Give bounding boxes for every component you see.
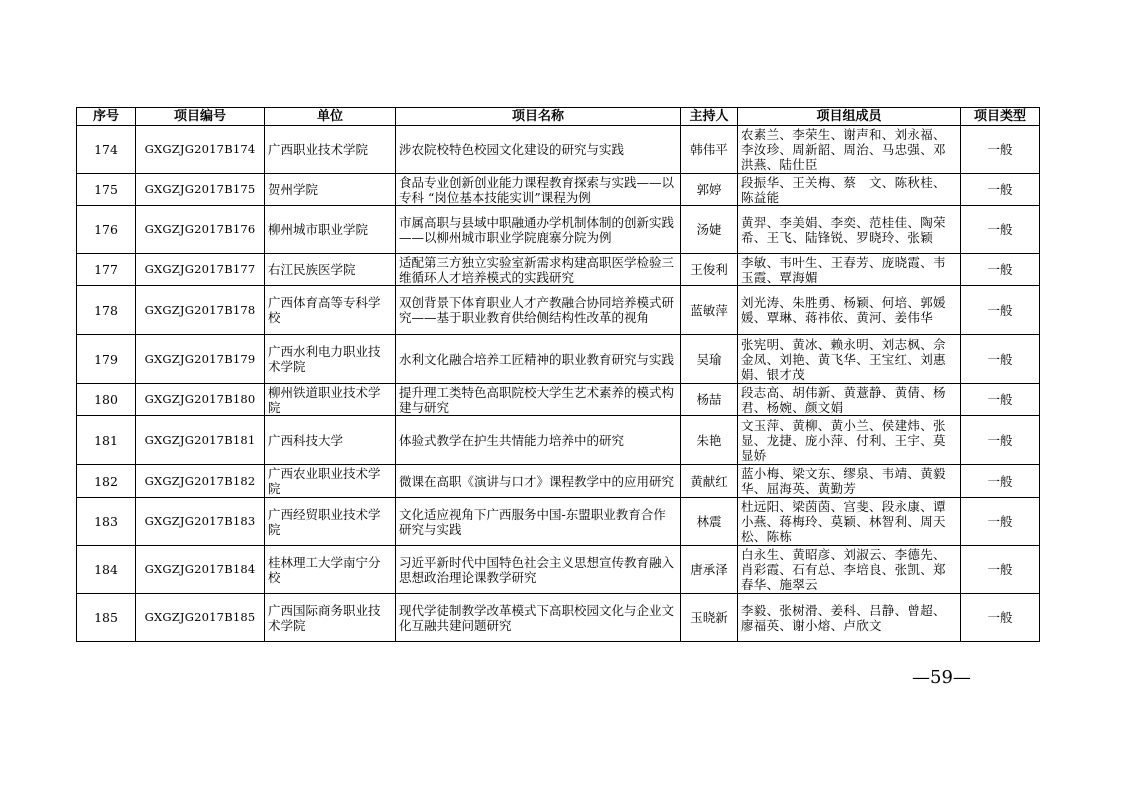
project-table	[76, 107, 1040, 642]
table-row	[77, 206, 1040, 254]
cell-project-type: 一般	[961, 286, 1040, 335]
table-header-row	[77, 108, 1040, 126]
cell-project-type: 一般	[961, 174, 1040, 206]
cell-host: 韩伟平	[681, 126, 738, 174]
cell-project-type: 一般	[961, 498, 1040, 546]
cell-members: 文玉萍、黄柳、黄小兰、侯建炜、张显、龙捷、庞小萍、付利、王宇、莫显娇	[738, 416, 961, 465]
table-row	[77, 594, 1040, 642]
cell-project-name: 体验式教学在护生共情能力培养中的研究	[396, 416, 681, 465]
cell-serial: 177	[77, 254, 136, 286]
cell-serial: 178	[77, 286, 136, 335]
cell-serial: 185	[77, 594, 136, 642]
cell-host: 玉晓新	[681, 594, 738, 642]
cell-members: 蓝小梅、梁文东、缪泉、韦靖、黄毅华、屈海英、黄勤芳	[738, 465, 961, 498]
cell-serial: 175	[77, 174, 136, 206]
cell-serial: 176	[77, 206, 136, 254]
cell-host: 林震	[681, 498, 738, 546]
cell-project-name: 食品专业创新创业能力课程教育探索与实践——以专科 “岗位基本技能实训”课程为例	[396, 174, 681, 206]
cell-unit: 广西经贸职业技术学院	[265, 498, 396, 546]
cell-project-name: 适配第三方独立实验室新需求构建高职医学检验三维循环人才培养模式的实践研究	[396, 254, 681, 286]
cell-project-code: GXGZJG2017B176	[136, 206, 265, 254]
cell-project-type: 一般	[961, 546, 1040, 594]
cell-members: 李毅、张树滑、姜科、吕静、曾超、廖福英、谢小熔、卢欣文	[738, 594, 961, 642]
cell-unit: 广西科技大学	[265, 416, 396, 465]
cell-host: 杨喆	[681, 384, 738, 416]
cell-unit: 广西水利电力职业技术学院	[265, 335, 396, 384]
header-cell: 序号	[77, 108, 136, 126]
cell-host: 蓝敏萍	[681, 286, 738, 335]
cell-project-code: GXGZJG2017B178	[136, 286, 265, 335]
cell-project-type: 一般	[961, 206, 1040, 254]
header-cell: 项目编号	[136, 108, 265, 126]
table-row	[77, 498, 1040, 546]
cell-project-code: GXGZJG2017B180	[136, 384, 265, 416]
table-row	[77, 546, 1040, 594]
cell-project-code: GXGZJG2017B179	[136, 335, 265, 384]
table-body	[77, 126, 1040, 642]
cell-project-code: GXGZJG2017B175	[136, 174, 265, 206]
cell-project-name: 涉农院校特色校园文化建设的研究与实践	[396, 126, 681, 174]
cell-unit: 桂林理工大学南宁分校	[265, 546, 396, 594]
cell-members: 张宪明、黄冰、赖永明、刘志枫、佘金凤、刘艳、黄飞华、王宝红、刘惠娟、银才茂	[738, 335, 961, 384]
cell-host: 汤婕	[681, 206, 738, 254]
cell-project-name: 文化适应视角下广西服务中国-东盟职业教育合作研究与实践	[396, 498, 681, 546]
cell-project-type: 一般	[961, 594, 1040, 642]
cell-members: 黄羿、李美娟、李奕、范桂佳、陶荣希、王飞、陆锋锐、罗晓玲、张颖	[738, 206, 961, 254]
cell-members: 李敏、韦叶生、王春芳、庞晓霞、韦玉霞、覃海媚	[738, 254, 961, 286]
cell-serial: 179	[77, 335, 136, 384]
cell-host: 吴瑜	[681, 335, 738, 384]
cell-unit: 柳州城市职业学院	[265, 206, 396, 254]
cell-project-name: 现代学徒制教学改革模式下高职校园文化与企业文化互融共建问题研究	[396, 594, 681, 642]
cell-unit: 广西体育高等专科学校	[265, 286, 396, 335]
cell-members: 段振华、王关梅、蔡 文、陈秋桂、陈益能	[738, 174, 961, 206]
cell-project-name: 微课在高职《演讲与口才》课程教学中的应用研究	[396, 465, 681, 498]
cell-serial: 182	[77, 465, 136, 498]
cell-unit: 广西职业技术学院	[265, 126, 396, 174]
cell-serial: 184	[77, 546, 136, 594]
cell-host: 郭婷	[681, 174, 738, 206]
cell-project-type: 一般	[961, 416, 1040, 465]
cell-members: 段志高、胡伟新、黄薏静、黄倩、杨君、杨婉、颜文娟	[738, 384, 961, 416]
cell-members: 刘光涛、朱胜勇、杨颖、何培、郭媛媛、覃琳、蒋祎依、黄河、姜伟华	[738, 286, 961, 335]
header-cell: 单位	[265, 108, 396, 126]
cell-project-type: 一般	[961, 335, 1040, 384]
cell-project-name: 双创背景下体育职业人才产教融合协同培养模式研究——基于职业教育供给侧结构性改革的视角	[396, 286, 681, 335]
cell-unit: 贺州学院	[265, 174, 396, 206]
cell-project-code: GXGZJG2017B185	[136, 594, 265, 642]
cell-host: 唐承泽	[681, 546, 738, 594]
cell-project-code: GXGZJG2017B174	[136, 126, 265, 174]
table-row	[77, 254, 1040, 286]
cell-unit: 广西农业职业技术学院	[265, 465, 396, 498]
cell-project-code: GXGZJG2017B181	[136, 416, 265, 465]
cell-unit: 广西国际商务职业技术学院	[265, 594, 396, 642]
cell-members: 杜远阳、梁茵茵、宫斐、段永康、谭小燕、蒋梅玲、莫颖、林智利、周天松、陈栋	[738, 498, 961, 546]
cell-project-code: GXGZJG2017B183	[136, 498, 265, 546]
cell-serial: 180	[77, 384, 136, 416]
cell-project-type: 一般	[961, 126, 1040, 174]
cell-project-type: 一般	[961, 254, 1040, 286]
cell-unit: 右江民族医学院	[265, 254, 396, 286]
cell-project-code: GXGZJG2017B184	[136, 546, 265, 594]
header-cell: 项目组成员	[738, 108, 961, 126]
cell-serial: 183	[77, 498, 136, 546]
cell-serial: 174	[77, 126, 136, 174]
header-cell: 项目名称	[396, 108, 681, 126]
table-row	[77, 416, 1040, 465]
table-row	[77, 174, 1040, 206]
cell-members: 农素兰、李荣生、谢声和、刘永福、李汝珍、周新韶、周治、马忠强、邓洪燕、陆仕臣	[738, 126, 961, 174]
cell-project-name: 水利文化融合培养工匠精神的职业教育研究与实践	[396, 335, 681, 384]
cell-members: 白永生、黄昭彦、刘淑云、李德先、肖彩霞、石有总、李培良、张凯、郑春华、施翠云	[738, 546, 961, 594]
cell-project-type: 一般	[961, 384, 1040, 416]
table-row	[77, 384, 1040, 416]
cell-project-code: GXGZJG2017B182	[136, 465, 265, 498]
cell-unit: 柳州铁道职业技术学院	[265, 384, 396, 416]
header-cell: 主持人	[681, 108, 738, 126]
table-row	[77, 126, 1040, 174]
table-row	[77, 465, 1040, 498]
cell-host: 朱艳	[681, 416, 738, 465]
cell-project-name: 市属高职与县域中职融通办学机制体制的创新实践——以柳州城市职业学院鹿寨分院为例	[396, 206, 681, 254]
cell-project-code: GXGZJG2017B177	[136, 254, 265, 286]
table-row	[77, 286, 1040, 335]
cell-host: 王俊利	[681, 254, 738, 286]
cell-host: 黄献红	[681, 465, 738, 498]
cell-project-name: 提升理工类特色高职院校大学生艺术素养的模式构建与研究	[396, 384, 681, 416]
cell-project-name: 习近平新时代中国特色社会主义思想宣传教育融入思想政治理论课教学研究	[396, 546, 681, 594]
page-number: —59—	[912, 667, 971, 688]
cell-serial: 181	[77, 416, 136, 465]
table-row	[77, 335, 1040, 384]
header-cell: 项目类型	[961, 108, 1040, 126]
cell-project-type: 一般	[961, 465, 1040, 498]
